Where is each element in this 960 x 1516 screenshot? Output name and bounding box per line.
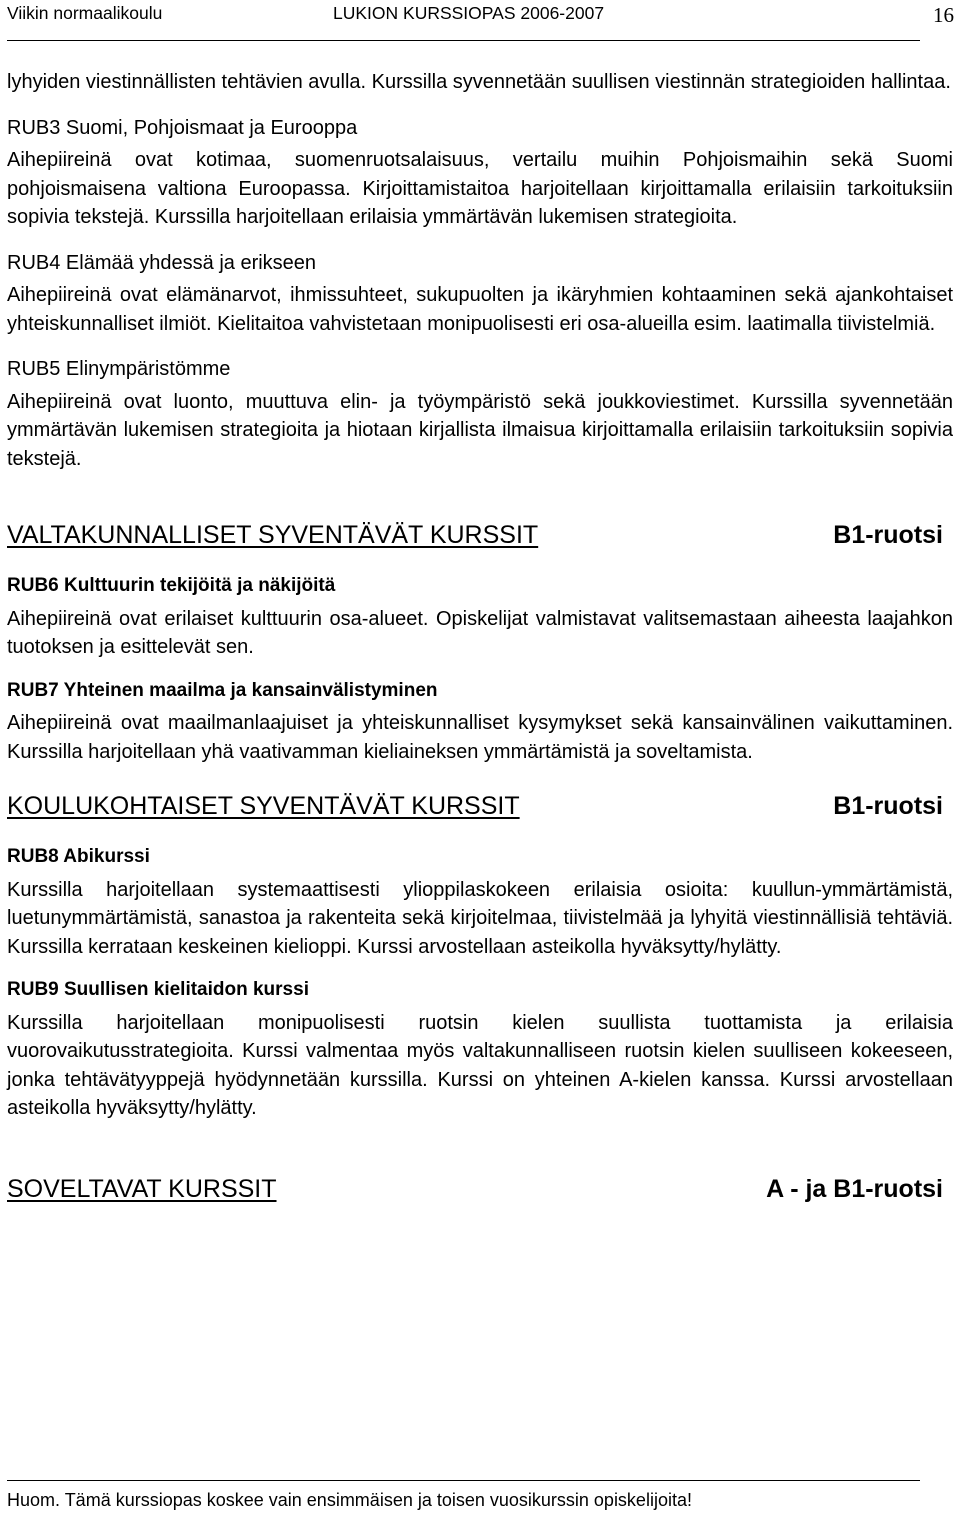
rub4-title: RUB4 Elämää yhdessä ja erikseen [7,251,317,274]
school-courses-tag: B1-ruotsi [833,792,943,820]
school-name: Viikin normaalikoulu [7,3,163,23]
header-rule [7,40,920,41]
page-content [7,68,953,1204]
rub5-description: Aihepiireinä ovat luonto, muuttuva elin- ja työympäristö sekä joukkoviestimet. Kurssilla syvennetään ymmärtävän lukemisen strategioita ja hiotaan kirjallista ilmaisua kirjoittamalla erilaisiin tarkoituksiin sopivia tekstejä. [7,390,953,470]
rub7-title: RUB7 Yhteinen maailma ja kansainvälistyminen [7,679,438,701]
rub6-description: Aihepiireinä ovat erilaiset kulttuurin osa-alueet. Opiskelijat valmistavat valitsemastaan aiheesta laajahkon tuotoksen ja esittelevät sen. [7,607,953,658]
rub9-description: Kurssilla harjoitellaan monipuolisesti ruotsin kielen suullista tuottamista ja erilaisia vuorovaikutusstrategioita. Kurssi valmentaa myös valtakunnalliseen ruotsin kielen suulliseen kokeeseen, jonka tehtävätyyppejä hyödynnetään kurssilla. Kurssi on yhteinen A-kielen kanssa. Kurssi arvostellaan asteikolla hyväksytty/hylätty. [7,1011,953,1119]
page-number: 16 [933,3,954,27]
rub7-description: Aihepiireinä ovat maailmanlaajuiset ja yhteiskunnalliset kysymykset sekä kansainvälinen vaikuttaminen. Kurssilla harjoitellaan yhä vaativamman kieliaineksen ymmärtämistä ja soveltamista. [7,712,953,763]
rub9-title: RUB9 Suullisen kielitaidon kurssi [7,979,309,1000]
school-courses-heading [7,792,953,821]
national-courses-label: VALTAKUNNALLISET SYVENTÄVÄT KURSSIT [7,521,539,549]
intro-paragraph: lyhyiden viestinnällisten tehtävien avulla. Kurssilla syvennetään suullisen viestinnän strategioiden hallintaa. [7,71,951,93]
footer-note: Huom. Tämä kurssiopas koskee vain ensimmäisen ja toisen vuosikurssin opiskelijoita! [7,1490,692,1510]
applied-courses-heading [7,1175,953,1204]
school-courses-label: KOULUKOHTAISET SYVENTÄVÄT KURSSIT [7,792,520,820]
applied-courses-tag: A - ja B1-ruotsi [766,1174,943,1203]
rub8-description: Kurssilla harjoitellaan systemaattisesti ylioppilaskokeen erilaisia osioita: kuullun-ymmärtämistä, luetunymmärtämistä, sanastoa ja rakenteita sekä kirjoitelmaa, tiivistelmää ja lyhyitä viestinnällisiä tehtäviä. Kurssilla kerrataan keskeinen kielioppi. Kurssi arvostellaan asteikolla hyväksytty/hylätty. [7,878,953,958]
rub3-description: Aihepiireinä ovat kotimaa, suomenruotsalaisuus, vertailu muihin Pohjoismaihin sekä Suomi pohjoismaisena valtiona Euroopassa. Kirjoittamistaitoa harjoitellaan kirjoittamalla erilaisiin tarkoituksiin sopivia tekstejä. Kurssilla harjoitellaan erilaisia ymmärtävän lukemisen strategioita. [7,149,953,228]
footer-rule [7,1480,920,1481]
page-header [7,0,953,44]
applied-courses-label: SOVELTAVAT KURSSIT [7,1174,277,1203]
national-courses-heading [7,521,953,550]
rub5-title: RUB5 Elinympäristömme [7,358,231,380]
rub8-title: RUB8 Abikurssi [7,846,150,867]
rub6-title: RUB6 Kulttuurin tekijöitä ja näkijöitä [7,575,336,596]
national-courses-tag: B1-ruotsi [833,521,943,549]
rub4-description: Aihepiireinä ovat elämänarvot, ihmissuhteet, sukupuolten ja ikäryhmien kohtaaminen sekä ajankohtaiset yhteiskunnalliset ilmiöt. Kielitaitoa vahvistetaan monipuolisesti eri osa-alueilla esim. laatimalla tiivistelmiä. [7,284,953,335]
rub3-title: RUB3 Suomi, Pohjoismaat ja Eurooppa [7,116,358,139]
guide-title: LUKION KURSSIOPAS 2006-2007 [333,3,605,23]
